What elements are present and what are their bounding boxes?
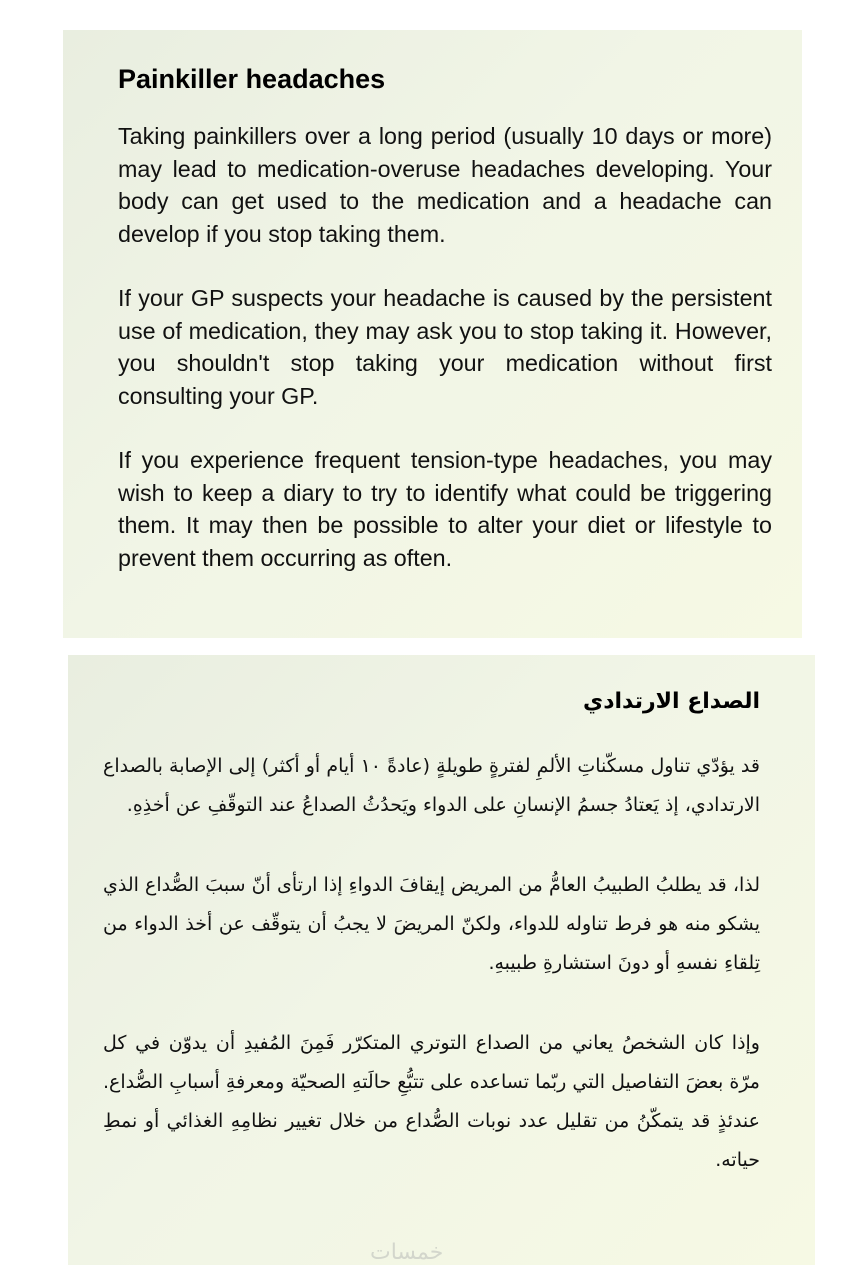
english-paragraph-1: Taking painkillers over a long period (usually 10 days or more) may lead to medication-overuse headaches developing. Your body can get used to the medication and a headache can develop if you stop taking them.	[118, 123, 772, 247]
arabic-paragraph-1: قد يؤدّي تناول مسكّناتِ الألمِ لفترةٍ طويلةٍ (عادةً ١٠ أيام أو أكثر) إلى الإصابة بالصداع الارتدادي، إذ يَعتادُ جسمُ الإنسانِ على الدواء ويَحدُثُ الصداعُ عند التوقّفِ عن أخذِهِ.	[103, 755, 760, 816]
english-paragraph-2: If your GP suspects your headache is caused by the persistent use of medication, they may ask you to stop taking it. However, you shouldn't stop taking your medication without first consulting your GP.	[118, 285, 772, 409]
english-section	[63, 30, 802, 638]
arabic-paragraph-3: وإذا كان الشخصُ يعاني من الصداع التوتري المتكرّر فَمِنَ المُفيدِ أن يدوّن في كل مرّة بعضَ التفاصيل التي ربّما تساعده على تتبُّعِ حالَتهِ الصحيّة ومعرفةِ أسبابِ الصُّداع. عندئذٍ قد يتمكّنُ من تقليل عدد نوبات الصُّداع من خلال تغيير نظامِهِ الغذائي أو نمطِ حياته.	[103, 1032, 760, 1171]
english-title: Painkiller headaches	[118, 64, 386, 94]
arabic-title: الصداع الارتدادي	[583, 689, 760, 714]
arabic-section	[68, 655, 815, 1265]
watermark: خمسات	[370, 1240, 444, 1265]
arabic-paragraph-2: لذا، قد يطلبُ الطبيبُ العامُّ من المريض إيقافَ الدواءِ إذا ارتأى أنّ سببَ الصُّداع الذي يشكو منه هو فرط تناوله للدواء، ولكنّ المريضَ لا يجبُ أن يتوقّف عن أخذ الدواء من تِلقاءِ نفسهِ أو دونَ استشارةِ طبيبهِ.	[103, 874, 760, 974]
english-paragraph-3: If you experience frequent tension-type headaches, you may wish to keep a diary to try to identify what could be triggering them. It may then be possible to alter your diet or lifestyle to prevent them occurring as often.	[118, 447, 772, 571]
